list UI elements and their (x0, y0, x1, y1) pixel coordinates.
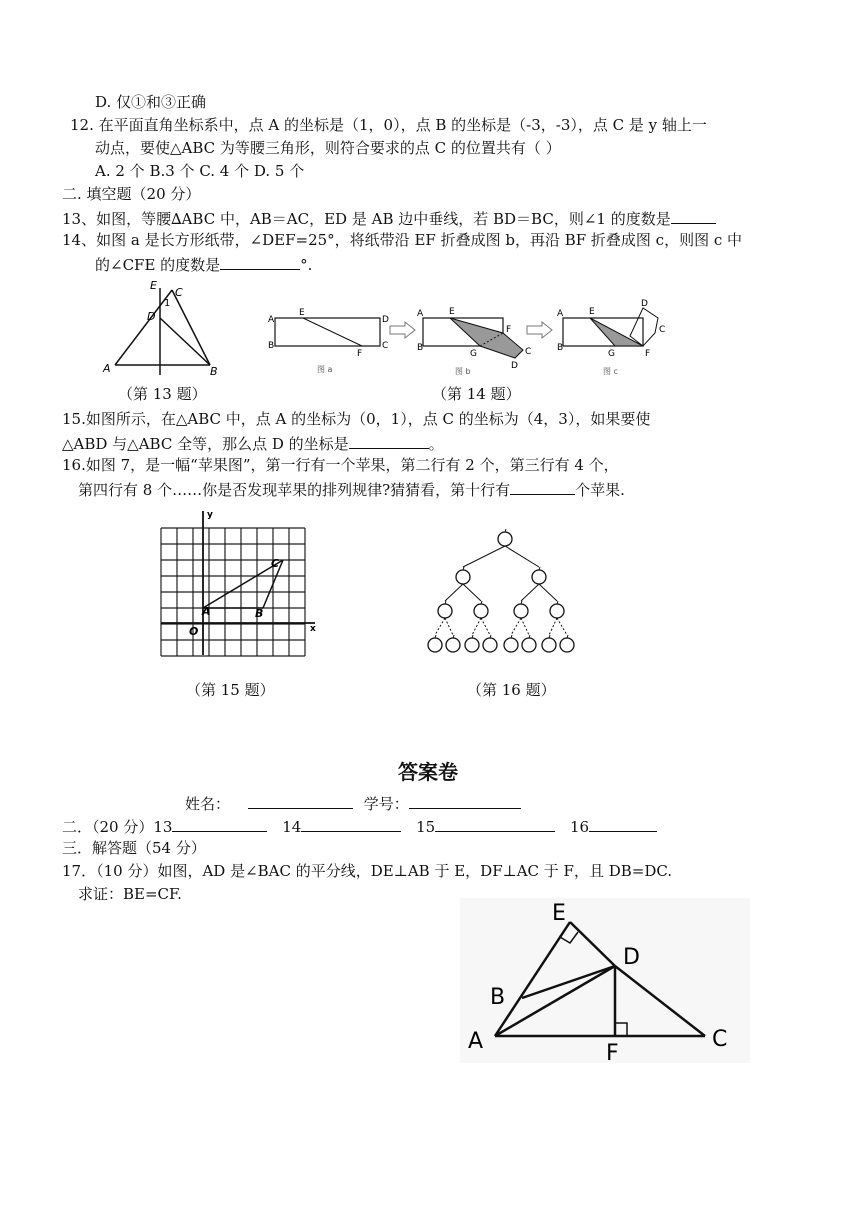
caption-14: （第 14 题） (432, 385, 521, 403)
fig13-label: E (150, 280, 157, 292)
tree-branch (511, 618, 521, 635)
apple-icon (542, 638, 556, 652)
q14-line1: 14、如图 a 是长方形纸带，∠DEF=25°，将纸带沿 EF 折叠成图 b，再沿 BF 折叠成图 c，则图 c 中 (62, 231, 743, 249)
apple-icon (550, 604, 564, 618)
student-id-field[interactable] (409, 792, 521, 809)
fig17-label: D (623, 945, 640, 970)
q13-text: 13、如图，等腰∆ABC 中，AB＝AC，ED 是 AB 边中垂线，若 BD＝BC，则∠1 的度数是 (62, 207, 716, 229)
apple-icon (446, 638, 460, 652)
fig14-caption: 图 c (603, 367, 618, 376)
tree-branch (521, 584, 539, 601)
fig15-label: y (207, 510, 213, 520)
tree-branch (445, 618, 453, 635)
q14-blank[interactable] (220, 253, 300, 270)
name-id-row: 姓名： 学号： (185, 792, 521, 814)
figure-17 (460, 898, 750, 1063)
fig14-label: F (357, 349, 363, 359)
tree-branch (463, 546, 505, 567)
q13-blank[interactable] (671, 207, 716, 224)
fig14-caption: 图 a (317, 365, 333, 374)
name-field[interactable] (248, 792, 353, 809)
fig14-label: D (641, 299, 648, 309)
tree-branch (435, 618, 445, 635)
apple-icon (483, 638, 497, 652)
section-2-heading: 二. 填空题（20 分） (62, 185, 201, 203)
q15-line1: 15.如图所示，在△ABC 中，点 A 的坐标为（0，1），点 C 的坐标为（4，3），如果要使 (62, 410, 651, 428)
answer-sheet-title: 答案卷 (398, 760, 458, 784)
fig14-a (268, 308, 389, 374)
fig14-label: F (506, 325, 512, 335)
q16-line1: 16.如图 7，是一幅“苹果图”，第一行有一个苹果，第二行有 2 个，第三行有 4 个， (62, 456, 619, 474)
fig14-label: B (557, 343, 564, 353)
tree-branch (539, 584, 557, 601)
fig14-label: E (589, 307, 595, 317)
apple-icon (504, 638, 518, 652)
fig14-c (557, 299, 665, 376)
caption-13: （第 13 题） (118, 385, 207, 403)
fig15-label: C (271, 557, 280, 570)
q15-blank[interactable] (349, 432, 429, 449)
answer-14-field[interactable] (301, 815, 401, 832)
fig14-label: C (659, 325, 665, 335)
tree-branch (549, 618, 557, 635)
fig15-label: x (310, 624, 316, 634)
apple-icon (560, 638, 574, 652)
fig17-label: C (712, 1027, 728, 1052)
figure-14 (265, 298, 665, 378)
q17-line2: 求证：BE=CF. (78, 885, 182, 903)
figure-15 (155, 505, 325, 665)
fig17-label: A (468, 1029, 484, 1054)
fig14-label: D (511, 361, 518, 371)
tree-branch (463, 584, 481, 601)
q16-blank[interactable] (510, 478, 575, 495)
fig17-label: E (552, 901, 566, 926)
apple-icon (428, 638, 442, 652)
tree-branch (557, 618, 567, 635)
arrow-icon (390, 322, 415, 338)
fig13-label: 1 (164, 298, 171, 309)
fig13-label: C (175, 286, 183, 299)
apple-icon (514, 604, 528, 618)
tree-branch (505, 546, 539, 567)
fig13-label: D (147, 310, 156, 323)
fig14-label: F (645, 349, 651, 359)
q12-options: A. 2 个 B.3 个 C. 4 个 D. 5 个 (95, 162, 305, 180)
figure-13 (100, 280, 220, 380)
apple-icon (498, 532, 512, 546)
q12-line2: 动点，要使△ABC 为等腰三角形，则符合要求的点 C 的位置共有（ ） (95, 139, 561, 157)
q16-line2: 第四行有 8 个……你是否发现苹果的排列规律?猜猜看，第十行有 个苹果. (78, 478, 625, 500)
answer-fill-row: 二．（20 分）13 14 15 16 (62, 815, 657, 837)
fig15-label: B (255, 607, 264, 620)
fig13-label: B (210, 365, 218, 378)
fig17-label: B (490, 985, 506, 1010)
arrow-icon (527, 322, 552, 338)
answer-16-field[interactable] (589, 815, 657, 832)
fig14-label: E (449, 307, 455, 317)
q12-line1: 12. 在平面直角坐标系中，点 A 的坐标是（1，0），点 B 的坐标是（-3，-3），点 C 是 y 轴上一 (70, 116, 707, 134)
q17-line1: 17．（10 分）如图，AD 是∠BAC 的平分线，DE⊥AB 于 E，DF⊥AC 于 F，且 DB=DC. (62, 862, 673, 880)
apple-icon (474, 604, 488, 618)
tree-branch (481, 618, 490, 635)
fig14-label: C (525, 347, 532, 357)
answer-13-field[interactable] (172, 815, 267, 832)
answer-15-field[interactable] (435, 815, 555, 832)
fig14-label: A (268, 315, 275, 325)
apple-icon (456, 570, 470, 584)
tree-branch (445, 584, 463, 601)
q15-line2: △ABD 与△ABC 全等，那么点 D 的坐标是 。 (62, 432, 444, 454)
apple-icon (438, 604, 452, 618)
fig14-label: A (557, 309, 564, 319)
fig14-label: B (268, 341, 275, 351)
fig14-label: E (299, 308, 305, 318)
fig13-label: A (103, 362, 111, 375)
fig14-label: B (417, 343, 424, 353)
q11-option-d: D. 仅①和③正确 (95, 93, 207, 111)
fig14-label: C (382, 341, 389, 351)
fig14-label: G (470, 349, 477, 359)
fig14-label: G (608, 349, 615, 359)
fig15-label: O (189, 625, 199, 638)
caption-16: （第 16 题） (467, 681, 556, 699)
tree-branch (472, 618, 481, 635)
fig14-label: D (382, 315, 389, 325)
fig14-b (417, 307, 531, 376)
tree-branch (521, 618, 529, 635)
section-3-heading: 三．解答题（54 分） (62, 839, 206, 857)
fig14-label: A (417, 309, 424, 319)
fig14-caption: 图 b (455, 367, 471, 376)
apple-icon (522, 638, 536, 652)
caption-15: （第 15 题） (186, 681, 275, 699)
apple-icon (465, 638, 479, 652)
figure-16 (415, 525, 590, 665)
q14-line2: 的∠CFE 的度数是 °. (95, 253, 312, 275)
apple-icon (532, 570, 546, 584)
fig15-label: A (202, 605, 211, 618)
fig17-label: F (606, 1041, 619, 1063)
